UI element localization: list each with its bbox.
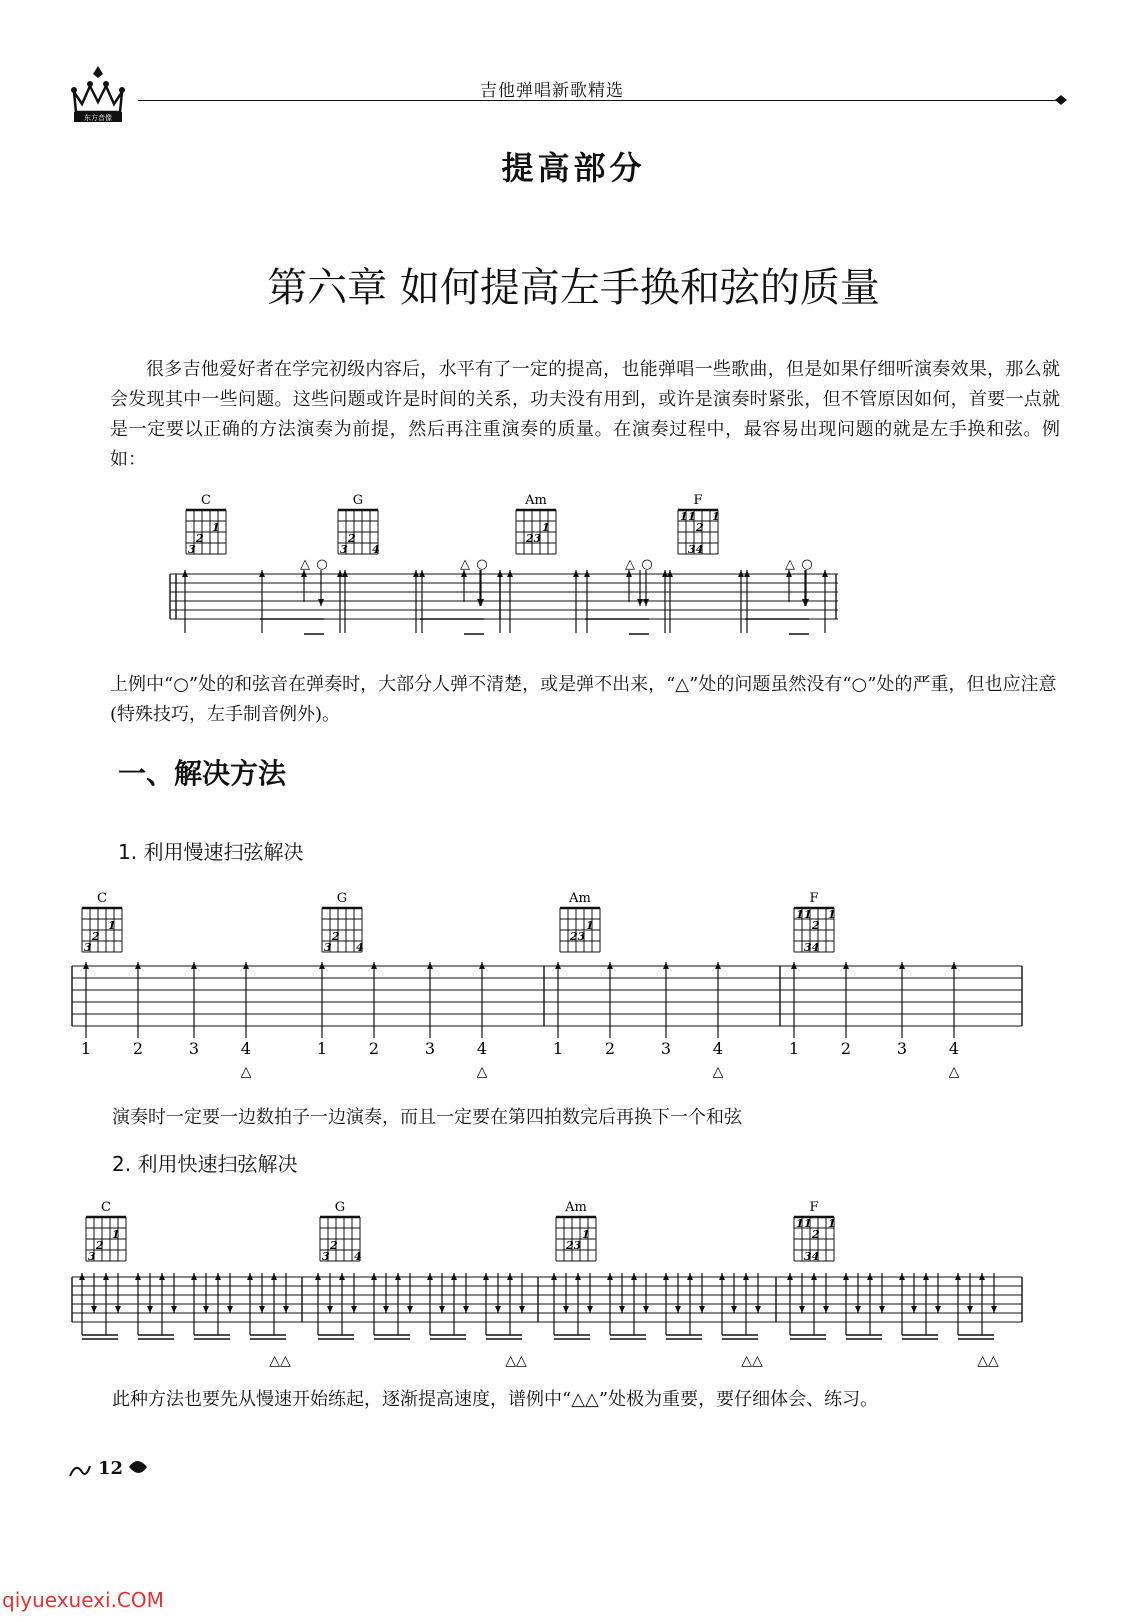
triangle-marker: △ bbox=[712, 1064, 724, 1080]
beat-number: 1 bbox=[788, 1039, 800, 1058]
strum-down-arrow bbox=[115, 1306, 121, 1313]
strum-down-arrow bbox=[637, 599, 643, 606]
circle-marker: ○ bbox=[801, 557, 813, 572]
chord-name: C bbox=[201, 493, 211, 508]
chord-finger: 23 bbox=[570, 930, 586, 943]
chord-name: Am bbox=[565, 1200, 587, 1215]
beat-number: 4 bbox=[712, 1039, 724, 1058]
chord-name: F bbox=[809, 891, 819, 906]
method-1-note: 演奏时一定要一边数拍子一边演奏，而且一定要在第四拍数完后再换下一个和弦 bbox=[112, 1107, 742, 1128]
chord-name: F bbox=[693, 493, 703, 508]
crown-logo bbox=[64, 62, 132, 124]
strum-down-arrow bbox=[643, 1306, 649, 1313]
chord-finger: 34 bbox=[804, 941, 820, 954]
page-number: 12 bbox=[98, 1458, 124, 1479]
chord-name: G bbox=[334, 1200, 346, 1215]
beat-number: 3 bbox=[896, 1039, 908, 1058]
strum-down-arrow bbox=[823, 1306, 829, 1313]
strum-down-arrow bbox=[991, 1306, 997, 1313]
chord-finger: 1 bbox=[712, 510, 720, 523]
chord-finger: 1 bbox=[804, 908, 812, 921]
chord-name: C bbox=[101, 1200, 111, 1215]
triangle-marker: △ bbox=[240, 1064, 252, 1080]
strum-down-arrow bbox=[463, 1306, 469, 1313]
heading-solutions: 一、解决方法 bbox=[118, 757, 287, 790]
chord-finger: 4 bbox=[354, 1250, 362, 1263]
example-note: 上例中“○”处的和弦音在弹奏时，大部分人弹不清楚，或是弹不出来，“△”处的问题虽然没有“○”处的严重，但也应注意(特殊技巧，左手制音例外)。 bbox=[110, 674, 1057, 725]
chord-finger: 1 bbox=[828, 908, 836, 921]
beat-number: 3 bbox=[660, 1039, 672, 1058]
chord-finger: 1 bbox=[586, 919, 594, 932]
header-rule-end-diamond bbox=[1054, 94, 1068, 106]
strum-down-arrow bbox=[731, 1306, 737, 1313]
double-triangle-marker: △△ bbox=[977, 1353, 999, 1369]
beat-number: 4 bbox=[476, 1039, 488, 1058]
double-triangle-marker: △△ bbox=[269, 1353, 291, 1369]
strum-down-arrow bbox=[675, 1306, 681, 1313]
strum-down-arrow bbox=[519, 1306, 525, 1313]
triangle-marker: △ bbox=[476, 1064, 488, 1080]
chord-name: F bbox=[809, 1200, 819, 1215]
chord-finger: 2 bbox=[332, 930, 340, 943]
strum-down-arrow bbox=[318, 599, 324, 606]
triangle-marker: △ bbox=[785, 557, 795, 572]
chord-finger: 3 bbox=[324, 941, 332, 954]
watermark: qiyuexuexi.COM bbox=[2, 1588, 164, 1612]
strum-down-arrow bbox=[699, 1306, 705, 1313]
beat-number: 1 bbox=[80, 1039, 92, 1058]
chord-finger: 1 bbox=[804, 1217, 812, 1230]
footer-flourish-icon bbox=[126, 1456, 150, 1478]
beat-number: 3 bbox=[424, 1039, 436, 1058]
chord-finger: 1 bbox=[828, 1217, 836, 1230]
chord-finger: 2 bbox=[92, 930, 100, 943]
strum-down-arrow bbox=[203, 1306, 209, 1313]
circle-marker: ○ bbox=[641, 557, 653, 572]
intro-paragraph: 很多吉他爱好者在学完初级内容后，水平有了一定的提高，也能弹唱一些歌曲，但是如果仔细听演奏效果，那么就会发现其中一些问题。这些问题或许是时间的关系，功夫没有用到，或许是演奏时紧张，但不管原因如何，首要一点就是一定要以正确的方法演奏为前提，然后再注重演奏的质量。在演奏过程中，最容易出现问题的就是左手换和弦。例如： bbox=[110, 359, 1060, 470]
strum-down-arrow bbox=[227, 1306, 233, 1313]
chord-finger: 23 bbox=[566, 1239, 582, 1252]
triangle-marker: △ bbox=[948, 1064, 960, 1080]
chord-finger: 2 bbox=[196, 532, 204, 545]
page-header-title: 吉他弹唱新歌精选 bbox=[480, 81, 624, 101]
strum-down-arrow bbox=[495, 1306, 501, 1313]
method-2-note: 此种方法也要先从慢速开始练起，逐渐提高速度，谱例中“△△”处极为重要，要仔细体会、练习。 bbox=[112, 1389, 879, 1410]
strum-down-arrow bbox=[855, 1306, 861, 1313]
method-1-score bbox=[66, 882, 1026, 1082]
strum-down-arrow bbox=[283, 1306, 289, 1313]
chord-finger: 2 bbox=[696, 521, 704, 534]
chord-finger: 2 bbox=[812, 1228, 820, 1241]
chord-finger: 2 bbox=[348, 532, 356, 545]
double-triangle-marker: △△ bbox=[741, 1353, 763, 1369]
chord-finger: 1 bbox=[212, 521, 220, 534]
chord-finger: 34 bbox=[688, 543, 704, 556]
chord-finger: 1 bbox=[112, 1228, 120, 1241]
chord-name: Am bbox=[525, 493, 547, 508]
strum-down-arrow bbox=[911, 1306, 917, 1313]
circle-marker: ○ bbox=[316, 557, 328, 572]
strum-down-arrow bbox=[407, 1306, 413, 1313]
chord-finger: 3 bbox=[340, 543, 348, 556]
strum-down-arrow bbox=[967, 1306, 973, 1313]
chord-finger: 4 bbox=[372, 543, 380, 556]
strum-down-arrow bbox=[439, 1306, 445, 1313]
chord-finger: 1 bbox=[688, 510, 696, 523]
strum-down-arrow bbox=[879, 1306, 885, 1313]
footer-ornament-icon bbox=[66, 1460, 94, 1480]
method-2-score bbox=[66, 1195, 1026, 1375]
chord-finger: 1 bbox=[796, 1217, 804, 1230]
strum-down-arrow bbox=[643, 599, 649, 606]
chord-finger: 3 bbox=[84, 941, 92, 954]
chord-finger: 1 bbox=[680, 510, 688, 523]
chord-name: G bbox=[336, 891, 348, 906]
chord-finger: 2 bbox=[330, 1239, 338, 1252]
beat-number: 2 bbox=[368, 1039, 380, 1058]
strum-down-arrow bbox=[147, 1306, 153, 1313]
chord-finger: 1 bbox=[582, 1228, 590, 1241]
strum-down-arrow bbox=[935, 1306, 941, 1313]
strum-down-arrow bbox=[563, 1306, 569, 1313]
chord-name: Am bbox=[569, 891, 591, 906]
chord-name: G bbox=[352, 493, 364, 508]
chord-finger: 3 bbox=[322, 1250, 330, 1263]
chord-finger: 3 bbox=[188, 543, 196, 556]
circle-marker: ○ bbox=[476, 557, 488, 572]
strum-down-arrow bbox=[351, 1306, 357, 1313]
strum-down-arrow bbox=[259, 1306, 265, 1313]
chord-finger: 34 bbox=[804, 1250, 820, 1263]
strum-down-arrow bbox=[587, 1306, 593, 1313]
method-1-title: 1. 利用慢速扫弦解决 bbox=[118, 840, 304, 864]
beat-number: 4 bbox=[240, 1039, 252, 1058]
beat-number: 2 bbox=[840, 1039, 852, 1058]
method-2-title: 2. 利用快速扫弦解决 bbox=[112, 1152, 298, 1176]
strum-down-arrow bbox=[383, 1306, 389, 1313]
triangle-marker: △ bbox=[300, 557, 310, 572]
chord-finger: 2 bbox=[812, 919, 820, 932]
triangle-marker: △ bbox=[625, 557, 635, 572]
beat-number: 4 bbox=[948, 1039, 960, 1058]
beat-number: 3 bbox=[188, 1039, 200, 1058]
chord-finger: 1 bbox=[542, 521, 550, 534]
beat-number: 1 bbox=[316, 1039, 328, 1058]
strum-down-arrow bbox=[619, 1306, 625, 1313]
section-title: 提高部分 bbox=[501, 149, 646, 187]
beat-number: 2 bbox=[604, 1039, 616, 1058]
chord-finger: 1 bbox=[796, 908, 804, 921]
chord-finger: 1 bbox=[108, 919, 116, 932]
strum-down-arrow bbox=[799, 1306, 805, 1313]
double-triangle-marker: △△ bbox=[505, 1353, 527, 1369]
beat-number: 2 bbox=[132, 1039, 144, 1058]
chapter-title: 第六章 如何提高左手换和弦的质量 bbox=[267, 265, 880, 311]
strum-down-arrow bbox=[755, 1306, 761, 1313]
chord-finger: 23 bbox=[526, 532, 542, 545]
strum-down-arrow bbox=[91, 1306, 97, 1313]
strum-down-arrow bbox=[171, 1306, 177, 1313]
chord-finger: 2 bbox=[96, 1239, 104, 1252]
example-score bbox=[160, 488, 850, 653]
strum-down-arrow bbox=[327, 1306, 333, 1313]
triangle-marker: △ bbox=[460, 557, 470, 572]
chord-finger: 3 bbox=[88, 1250, 96, 1263]
logo-caption: 东方音像 bbox=[84, 114, 112, 122]
chord-finger: 4 bbox=[356, 941, 364, 954]
beat-number: 1 bbox=[552, 1039, 564, 1058]
chord-name: C bbox=[97, 891, 107, 906]
